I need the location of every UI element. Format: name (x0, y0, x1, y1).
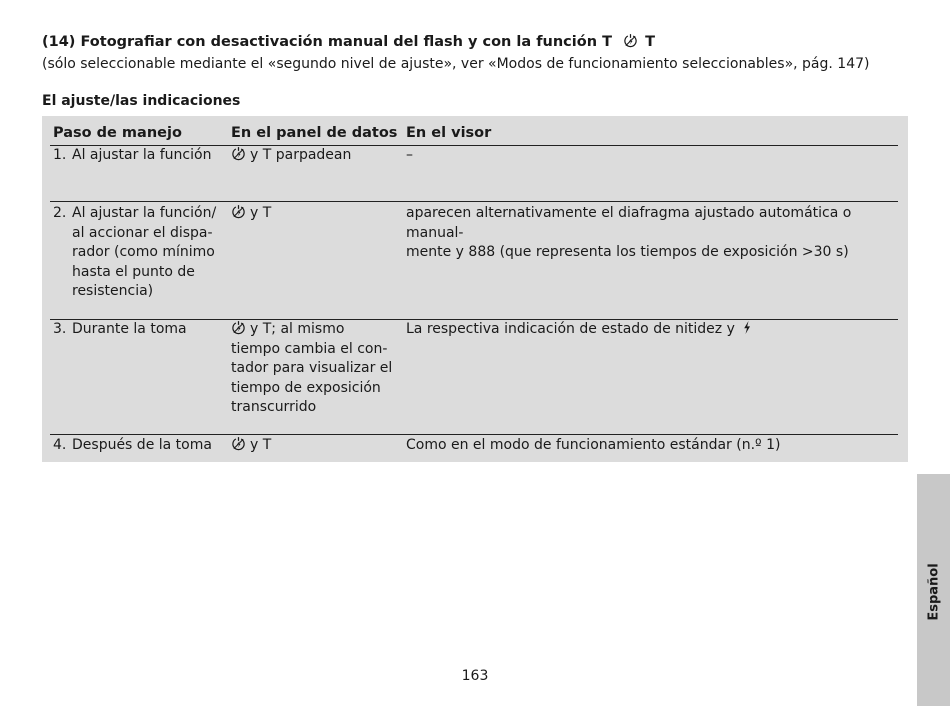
page-number: 163 (461, 668, 489, 684)
row-panel (231, 320, 392, 418)
viewer-line: mente y 888 (que representa los tiempos de exposición >30 s) (406, 244, 849, 260)
row-step: Al ajustar la función (72, 147, 212, 163)
row-viewer (406, 204, 896, 263)
settings-table (42, 116, 908, 462)
row-panel (231, 204, 271, 224)
row-number: 1. (53, 147, 67, 163)
subheading: (sólo seleccionable mediante el «segundo nivel de ajuste», ver «Modos de funcionamiento seleccionables», pág. 147) (42, 56, 870, 72)
panel-line: transcurrido (231, 399, 317, 415)
row-panel (231, 436, 271, 456)
flash-off-icon (231, 320, 246, 335)
flash-off-icon (623, 33, 638, 48)
row-viewer: Como en el modo de funcionamiento estándar (n.º 1) (406, 437, 781, 453)
step-line: Al ajustar la función/ (72, 205, 217, 221)
flash-off-icon (231, 204, 246, 219)
viewer-text: La respectiva indicación de estado de nitidez y (406, 321, 735, 337)
row-step: Después de la toma (72, 437, 212, 453)
panel-line: tiempo de exposición (231, 379, 381, 396)
row-number: 2. (53, 205, 67, 221)
viewer-line: aparecen alternativamente el diafragma ajustado automática o manual- (406, 205, 852, 241)
row-number: 3. (53, 321, 67, 337)
row-viewer: – (406, 147, 413, 163)
section-heading (42, 33, 655, 50)
row-viewer (406, 320, 752, 340)
panel-text: y T (250, 205, 272, 221)
step-line: al accionar el dispa- (72, 224, 213, 241)
row-panel (231, 146, 351, 166)
panel-line: tador para visualizar el (231, 360, 393, 376)
row-step (72, 204, 216, 302)
row-number: 4. (53, 437, 67, 453)
flash-off-icon (231, 436, 246, 451)
language-tab (917, 474, 950, 706)
heading-t-symbol: T (645, 34, 655, 50)
panel-text: y T (250, 437, 272, 453)
panel-text: y T; al mismo (250, 321, 345, 337)
column-header-step: Paso de manejo (53, 125, 182, 141)
lightning-icon (742, 320, 752, 335)
panel-text: y T parpadean (250, 147, 352, 163)
row-step: Durante la toma (72, 321, 187, 337)
column-header-viewer: En el visor (406, 125, 492, 141)
row-divider (50, 201, 898, 202)
row-divider (50, 434, 898, 435)
heading-text: (14) Fotografiar con desactivación manual del flash y con la función T (42, 34, 612, 50)
panel-line: tiempo cambia el con- (231, 340, 388, 357)
section-title: El ajuste/las indicaciones (42, 93, 241, 109)
column-header-panel: En el panel de datos (231, 125, 398, 141)
language-tab-label: Español (926, 563, 941, 621)
step-line: hasta el punto de (72, 263, 195, 280)
flash-off-icon (231, 146, 246, 161)
step-line: rador (como mínimo (72, 244, 215, 260)
step-line: resistencia) (72, 283, 154, 299)
